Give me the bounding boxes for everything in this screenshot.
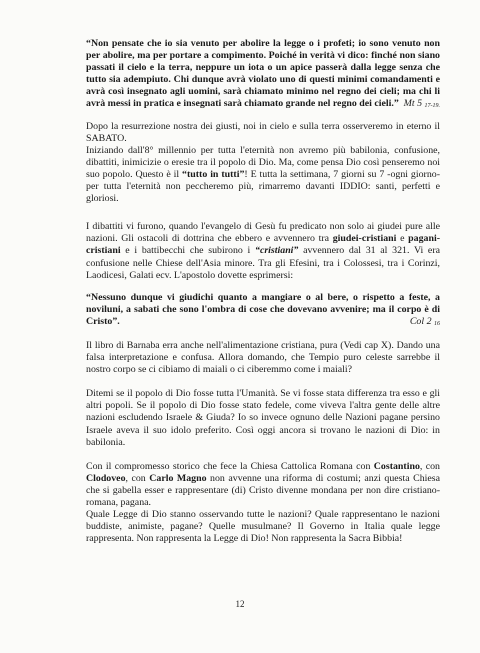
colossians-quote-paragraph: [86, 292, 440, 328]
matthew-reference: Mt 5 $_{17-19.}$: [403, 98, 440, 110]
sabbath-paragraph: Dopo la resurrezione nostra dei giusti, noi in cielo e sulla terra osserveremo in eterno il SABATO. Iniziando dall'8° millennio per tutta l'eternità non avremo più babilonia, confusione, dibattiti, inimicizie o eresie tra il popolo di Dio. Ma, come pensa Dio così penseremo noi suo popolo. Questo è il “tutto in tutti”! E tutta la settimana, 7 giorni su 7 -ogni giorno- per tutta l'eternità non peccheremo più, rimarremo davanti IDDIO: santi, perfetti e gloriosi.: [86, 120, 441, 205]
colossians-reference: Col 2 $_{16}$: [409, 315, 440, 327]
page-number: 12: [235, 599, 245, 609]
compromise-paragraph: Con il compromesso storico che fece la Chiesa Cattolica Romana con Costantino, con Clodoveo, con Carlo Magno non avvenne una riforma di costumi; anzi questa Chiesa che si gabella esser e rappresentare (di) Cristo divenne mondana per non dire cristiano-romana, pagana. Quale Legge di Dio stanno osservando tutte le nazioni? Quale rappresentano le nazioni buddiste, animiste, pagane? Quelle musulmane? Il Governo in Italia quale legge rappresenta. Non rappresenta la Legge di Dio! Non rappresenta la Sacra Bibbia!: [86, 460, 441, 545]
debates-paragraph: I dibattiti vi furono, quando l'evangelo di Gesù fu predicato non solo ai giudei pure alle nazioni. Gli ostacoli di dottrina che ebbero e avvennero tra giudei-cristiani e pagani-cristiani e i battibecchi che subirono i “cristiani” avvennero dal 31 al 321. Vi era confusione nelle Chiese dell'Asia minore. Tra gli Efesini, tra i Colossesi, tra i Corinzi, Laodicesi, Galati ecv. L'apostolo dovette esprimersi:: [86, 221, 440, 281]
people-of-god-paragraph: Ditemi se il popolo di Dio fosse tutta l'Umanità. Se vi fosse stata differenza tra esso e gli altri popoli. Se il popolo di Dio fosse stato fedele, come viveva l'altra gente delle altre nazioni escludendo Israele & Giuda? Io so invece ognuno delle Nazioni pagane persino Israele aveva il suo idolo preferito. Così oggi ancora si trovano le nazioni di Dio: in babilonia.: [86, 388, 440, 448]
matthew-quote: “Non pensate che io sia venuto per abolire la legge o i profeti; io sono venuto non per abolire, ma per portare a compimento. Poiché in verità vi dico: finché non siano passati il cielo e la terra, neppure un iota o un apice passerà dalla legge senza che tutto sia adempiuto. Chi dunque avrà violato uno di questi minimi comandamenti e avrà così insegnato agli uomini, sarà chiamato minimo nel regno dei cieli; ma chi li avrà messi in pratica e insegnati sarà chiamato grande nel regno dei cieli.”: [86, 38, 440, 110]
barnaba-paragraph: Il libro di Barnaba erra anche nell'alimentazione cristiana, pura (Vedi cap X). Dando una falsa interpretazione e confusa. Allora domando, che Tempio puro celeste sarrebbe il nostro corpo se ci cibiamo di maiali o ci ciberemmo come i maiali?: [86, 339, 440, 376]
matthew-quote-paragraph: [86, 38, 440, 111]
colossians-quote: “Nessuno dunque vi giudichi quanto a mangiare o al bere, o rispetto a feste, a noviluni, a sabati che sono l'ombra di cose che dovevano avvenire; ma il corpo è di Cristo”.: [86, 291, 440, 327]
